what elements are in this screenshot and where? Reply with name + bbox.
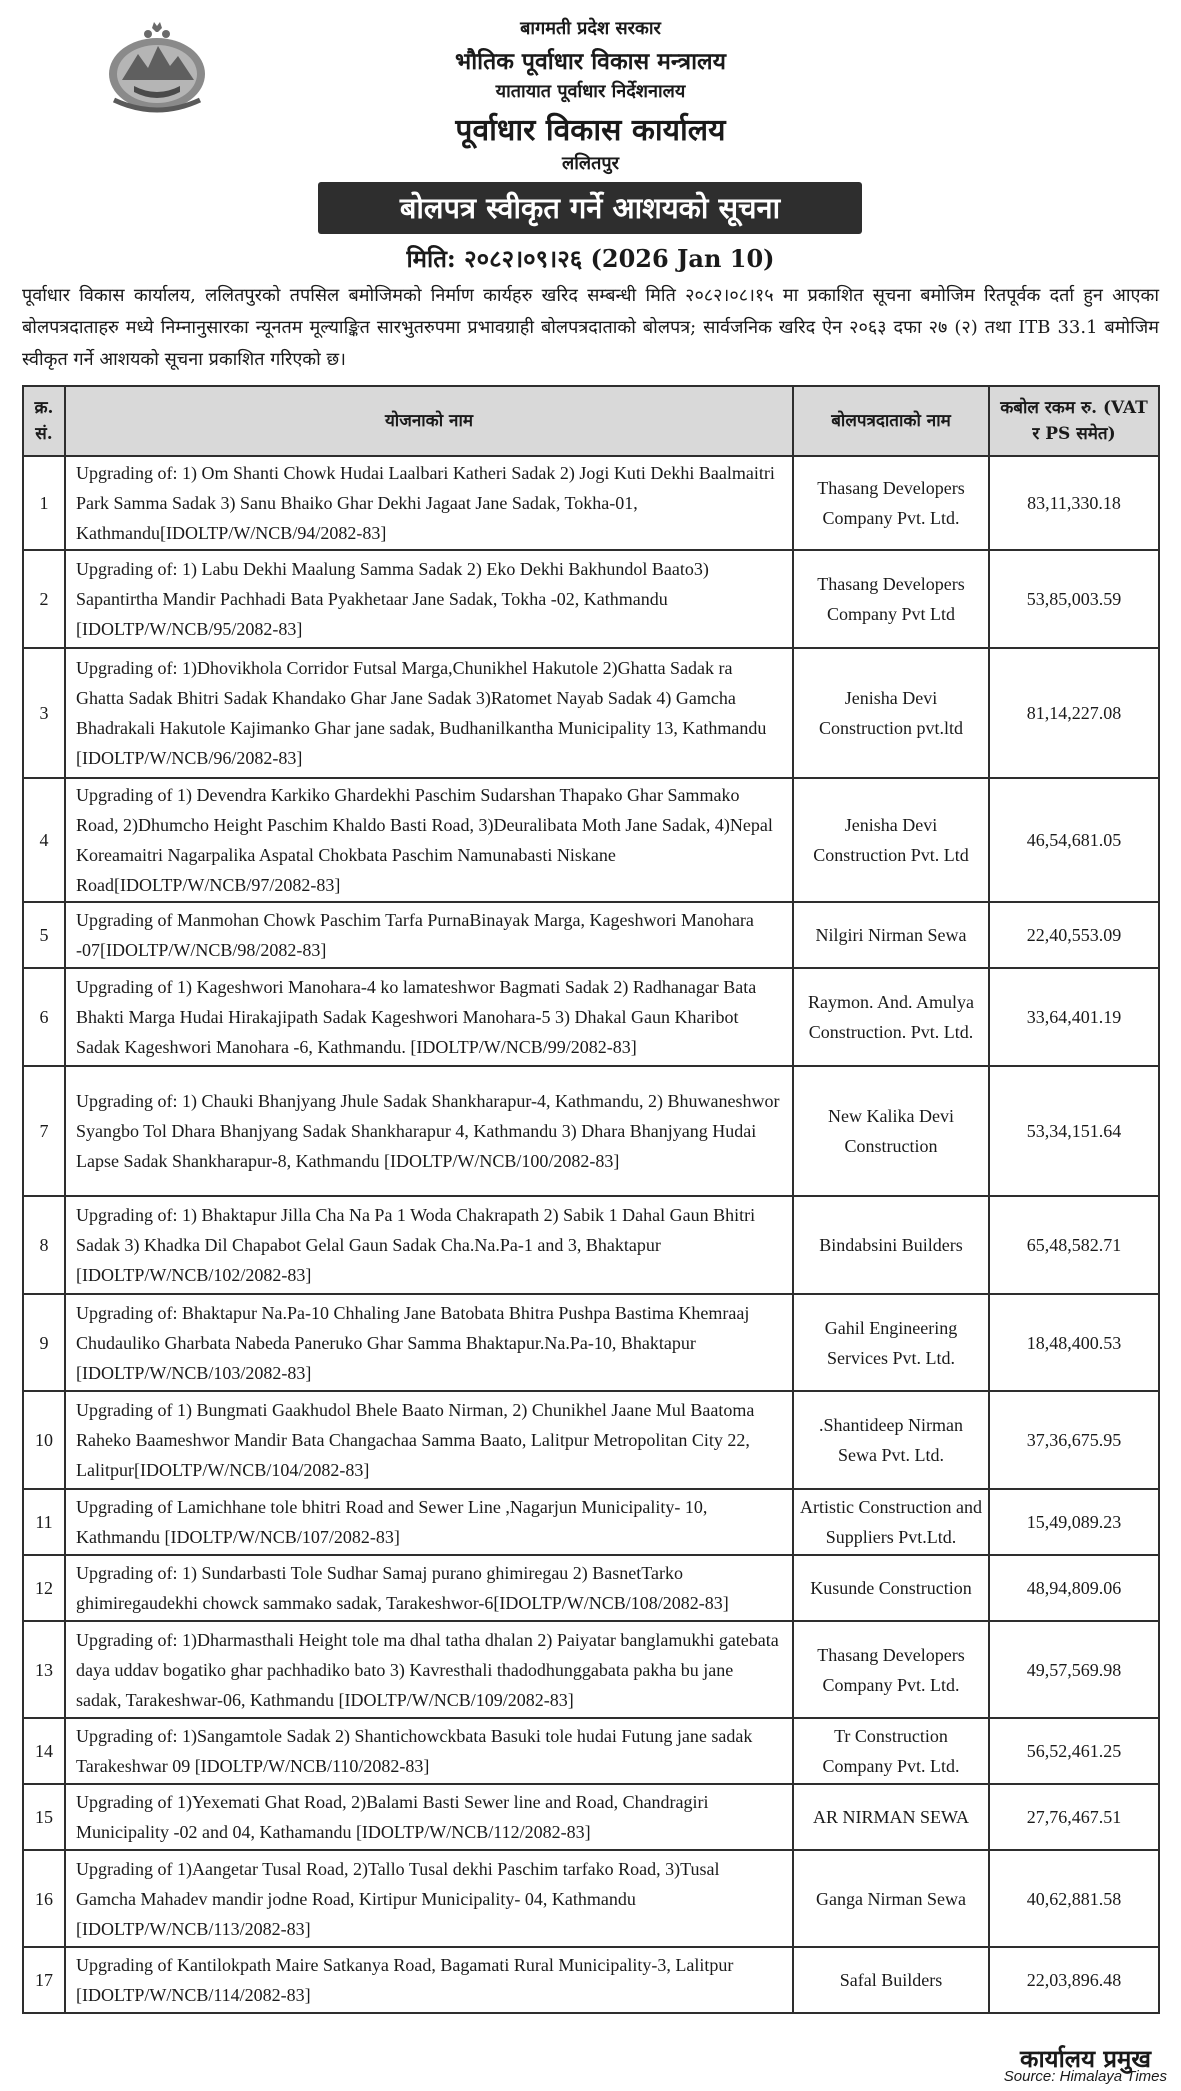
serial-number-cell: 17: [23, 1947, 65, 2013]
table-row: [23, 778, 1159, 902]
bid-amount-cell: 53,34,151.64: [989, 1066, 1159, 1196]
bid-amount-cell: 81,14,227.08: [989, 648, 1159, 778]
table-row: [23, 902, 1159, 968]
table-row: [23, 1784, 1159, 1850]
table-row: [23, 1391, 1159, 1489]
header-bidder-name: बोलपत्रदाताको नाम: [793, 386, 989, 456]
bid-amount-cell: 37,36,675.95: [989, 1391, 1159, 1489]
project-name-cell: Upgrading of: 1) Sundarbasti Tole Sudhar Samaj purano ghimiregau 2) BasnetTarko ghimiregaudekhi chowck sammako sadak, Tarakeshwor-6[IDOLTP/W/NCB/108/2082-83]: [65, 1555, 793, 1621]
project-name-cell: Upgrading of Manmohan Chowk Paschim Tarfa PurnaBinayak Marga, Kageshwori Manohara -07[IDOLTP/W/NCB/98/2082-83]: [65, 902, 793, 968]
bid-amount-cell: 83,11,330.18: [989, 456, 1159, 550]
bid-amount-cell: 56,52,461.25: [989, 1718, 1159, 1784]
table-row: [23, 1555, 1159, 1621]
table-row: [23, 648, 1159, 778]
serial-number-cell: 13: [23, 1621, 65, 1718]
source-credit: Source: Himalaya Times: [1003, 2068, 1167, 2085]
project-name-cell: Upgrading of 1) Bungmati Gaakhudol Bhele Baato Nirman, 2) Chunikhel Jaane Mul Baatoma Raheko Baameshwor Mandir Bata Changachaa Samma Baato, Lalitpur Metropolitan City 22, Lalitpur[IDOLTP/W/NCB/104/2082-83]: [65, 1391, 793, 1489]
table-row: [23, 1947, 1159, 2013]
serial-number-cell: 14: [23, 1718, 65, 1784]
project-name-cell: Upgrading of 1)Yexemati Ghat Road, 2)Balami Basti Sewer line and Road, Chandragiri Municipality -02 and 04, Kathamandu [IDOLTP/W/NCB/112/2082-83]: [65, 1784, 793, 1850]
bidder-name-cell: Artistic Construction and Suppliers Pvt.Ltd.: [793, 1489, 989, 1555]
serial-number-cell: 16: [23, 1850, 65, 1947]
project-name-cell: Upgrading of: 1) Chauki Bhanjyang Jhule Sadak Shankharapur-4, Kathmandu, 2) Bhuwaneshwor Syangbo Tol Dhara Bhanjyang Sadak Shankharapur 4, Kathmandu 3) Dhara Bhanjyang Hudai Lapse Sadak Shankharapur-8, Kathmandu [IDOLTP/W/NCB/100/2082-83]: [65, 1066, 793, 1196]
table-row: [23, 550, 1159, 648]
serial-number-cell: 6: [23, 968, 65, 1066]
header-serial-number: क्र. सं.: [23, 386, 65, 456]
table-row: [23, 1294, 1159, 1391]
office-name: पूर्वाधार विकास कार्यालय: [455, 113, 726, 148]
project-name-cell: Upgrading of: 1)Dharmasthali Height tole ma dhal tatha dhalan 2) Paiyatar banglamukhi gatebata daya uddav bogatiko ghar pachhadiko bato 3) Kavresthali thadodhunggabata pakha bu jane sadak, Tarakeshwar-06, Kathmandu [IDOLTP/W/NCB/109/2082-83]: [65, 1621, 793, 1718]
project-name-cell: Upgrading of: 1)Dhovikhola Corridor Futsal Marga,Chunikhel Hakutole 2)Ghatta Sadak ra Ghatta Sadak Bhitri Sadak Khandako Ghar Jane Sadak 3)Ratomet Nayab Sadak 4) Gamcha Bhadrakali Hakutole Kajimanko Ghar jane sadak, Budhanilkantha Municipality 13, Kathmandu [IDOLTP/W/NCB/96/2082-83]: [65, 648, 793, 778]
office-location: ललितपुर: [562, 153, 619, 174]
serial-number-cell: 11: [23, 1489, 65, 1555]
project-name-cell: Upgrading of: 1) Labu Dekhi Maalung Samma Sadak 2) Eko Dekhi Bakhundol Baato3) Sapantirtha Mandir Pachhadi Bata Pyakhetaar Jane Sadak, Tokha -02, Kathmandu [IDOLTP/W/NCB/95/2082-83]: [65, 550, 793, 648]
bidder-name-cell: AR NIRMAN SEWA: [793, 1784, 989, 1850]
serial-number-cell: 10: [23, 1391, 65, 1489]
bid-amount-cell: 49,57,569.98: [989, 1621, 1159, 1718]
serial-number-cell: 3: [23, 648, 65, 778]
table-row: [23, 1066, 1159, 1196]
bid-amount-cell: 46,54,681.05: [989, 778, 1159, 902]
serial-number-cell: 12: [23, 1555, 65, 1621]
bidder-name-cell: Thasang Developers Company Pvt Ltd: [793, 550, 989, 648]
serial-number-cell: 4: [23, 778, 65, 902]
bid-amount-cell: 27,76,467.51: [989, 1784, 1159, 1850]
office-chief-signature: कार्यालय प्रमुख: [1020, 2044, 1151, 2073]
serial-number-cell: 2: [23, 550, 65, 648]
bid-amount-cell: 18,48,400.53: [989, 1294, 1159, 1391]
bid-amount-cell: 65,48,582.71: [989, 1196, 1159, 1294]
serial-number-cell: 9: [23, 1294, 65, 1391]
table-row: [23, 968, 1159, 1066]
project-name-cell: Upgrading of 1) Devendra Karkiko Ghardekhi Paschim Sudarshan Thapako Ghar Sammako Road, 2)Dhumcho Height Paschim Khaldo Basti Road, 3)Deuralibata Moth Jane Sadak, 4)Nepal Koreamaitri Nagarpalika Aspatal Chokbata Paschim Namunabasti Niskane Road[IDOLTP/W/NCB/97/2082-83]: [65, 778, 793, 902]
directorate-name: यातायात पूर्वाधार निर्देशनालय: [495, 81, 686, 102]
project-name-cell: Upgrading of 1) Kageshwori Manohara-4 ko lamateshwor Bagmati Sadak 2) Radhanagar Bata Bhakti Marga Hudai Hirakajipath Sadak Kageshwori Manohara-5 3) Dhakal Gaun Kharibot Sadak Kageshwori Manohara -6, Kathmandu. [IDOLTP/W/NCB/99/2082-83]: [65, 968, 793, 1066]
serial-number-cell: 7: [23, 1066, 65, 1196]
bidder-name-cell: Kusunde Construction: [793, 1555, 989, 1621]
notice-date: मिति: २०८२।०९।२६ (2026 Jan 10): [406, 244, 775, 273]
bidder-name-cell: Raymon. And. Amulya Construction. Pvt. Ltd.: [793, 968, 989, 1066]
bidder-name-cell: .Shantideep Nirman Sewa Pvt. Ltd.: [793, 1391, 989, 1489]
table-row: [23, 1621, 1159, 1718]
bidder-name-cell: Safal Builders: [793, 1947, 989, 2013]
serial-number-cell: 5: [23, 902, 65, 968]
table-row: [23, 1718, 1159, 1784]
project-name-cell: Upgrading of Lamichhane tole bhitri Road and Sewer Line ,Nagarjun Municipality- 10, Kathmandu [IDOLTP/W/NCB/107/2082-83]: [65, 1489, 793, 1555]
notice-title-banner: बोलपत्र स्वीकृत गर्ने आशयको सूचना: [318, 182, 862, 234]
intro-paragraph: पूर्वाधार विकास कार्यालय, ललितपुरको तपसिल बमोजिमको निर्माण कार्यहरु खरिद सम्बन्धी मिति २०८२।०८।१५ मा प्रकाशित सूचना बमोजिम रितपूर्वक दर्ता हुन आएका बोलपत्रदाताहरु मध्ये निम्नानुसारका न्यूनतम मूल्याङ्कित सारभुतरुपमा प्रभावग्राही बोलपत्रदाताको बोलपत्र; सार्वजनिक खरिद ऐन २०६३ दफा २७ (२) तथा ITB 33.1 बमोजिम स्वीकृत गर्ने आशयको सूचना प्रकाशित गरिएको छ।: [22, 285, 1159, 370]
project-name-cell: Upgrading of: Bhaktapur Na.Pa-10 Chhaling Jane Batobata Bhitra Pushpa Bastima Khemraaj Chudauliko Gharbata Nabeda Paneruko Ghar Samma Bhaktapur.Na.Pa-10, Bhaktapur [IDOLTP/W/NCB/103/2082-83]: [65, 1294, 793, 1391]
bidder-name-cell: Tr Construction Company Pvt. Ltd.: [793, 1718, 989, 1784]
bid-amount-cell: 33,64,401.19: [989, 968, 1159, 1066]
serial-number-cell: 15: [23, 1784, 65, 1850]
project-name-cell: Upgrading of: 1) Om Shanti Chowk Hudai Laalbari Katheri Sadak 2) Jogi Kuti Dekhi Baalmaitri Park Samma Sadak 3) Sanu Bhaiko Ghar Dekhi Jagaat Jane Sadak, Tokha-01, Kathmandu[IDOLTP/W/NCB/94/2082-83]: [65, 456, 793, 550]
project-name-cell: Upgrading of Kantilokpath Maire Satkanya Road, Bagamati Rural Municipality-3, Lalitpur [IDOLTP/W/NCB/114/2082-83]: [65, 1947, 793, 2013]
serial-number-cell: 1: [23, 456, 65, 550]
table-row: [23, 1850, 1159, 1947]
bid-amount-cell: 53,85,003.59: [989, 550, 1159, 648]
serial-number-cell: 8: [23, 1196, 65, 1294]
bidder-name-cell: Thasang Developers Company Pvt. Ltd.: [793, 456, 989, 550]
bidder-name-cell: New Kalika Devi Construction: [793, 1066, 989, 1196]
bid-amount-cell: 22,40,553.09: [989, 902, 1159, 968]
bid-amount-cell: 48,94,809.06: [989, 1555, 1159, 1621]
table-header-row: [23, 386, 1159, 456]
bidder-name-cell: Bindabsini Builders: [793, 1196, 989, 1294]
bid-acceptance-table: [22, 385, 1160, 2014]
bidder-name-cell: Thasang Developers Company Pvt. Ltd.: [793, 1621, 989, 1718]
table-row: [23, 456, 1159, 550]
province-government: बागमती प्रदेश सरकार: [520, 18, 661, 39]
bidder-name-cell: Nilgiri Nirman Sewa: [793, 902, 989, 968]
table-row: [23, 1489, 1159, 1555]
bidder-name-cell: Jenisha Devi Construction Pvt. Ltd: [793, 778, 989, 902]
bidder-name-cell: Gahil Engineering Services Pvt. Ltd.: [793, 1294, 989, 1391]
bid-amount-cell: 40,62,881.58: [989, 1850, 1159, 1947]
header-project-name: योजनाको नाम: [65, 386, 793, 456]
bid-amount-cell: 15,49,089.23: [989, 1489, 1159, 1555]
header-bid-amount: कबोल रकम रु. (VAT र PS समेत): [989, 386, 1159, 456]
bid-amount-cell: 22,03,896.48: [989, 1947, 1159, 2013]
bidder-name-cell: Ganga Nirman Sewa: [793, 1850, 989, 1947]
bidder-name-cell: Jenisha Devi Construction pvt.ltd: [793, 648, 989, 778]
project-name-cell: Upgrading of: 1) Bhaktapur Jilla Cha Na Pa 1 Woda Chakrapath 2) Sabik 1 Dahal Gaun Bhitri Sadak 3) Khadka Dil Chapabot Gelal Gaun Sadak Cha.Na.Pa-1 and 3, Bhaktapur [IDOLTP/W/NCB/102/2082-83]: [65, 1196, 793, 1294]
ministry-name: भौतिक पूर्वाधार विकास मन्त्रालय: [455, 48, 726, 75]
project-name-cell: Upgrading of 1)Aangetar Tusal Road, 2)Tallo Tusal dekhi Paschim tarfako Road, 3)Tusal Gamcha Mahadev mandir jodne Road, Kirtipur Municipality- 04, Kathmandu [IDOLTP/W/NCB/113/2082-83]: [65, 1850, 793, 1947]
table-row: [23, 1196, 1159, 1294]
notice-header: [0, 0, 1181, 285]
project-name-cell: Upgrading of: 1)Sangamtole Sadak 2) Shantichowckbata Basuki tole hudai Futung jane sadak Tarakeshwar 09 [IDOLTP/W/NCB/110/2082-83]: [65, 1718, 793, 1784]
